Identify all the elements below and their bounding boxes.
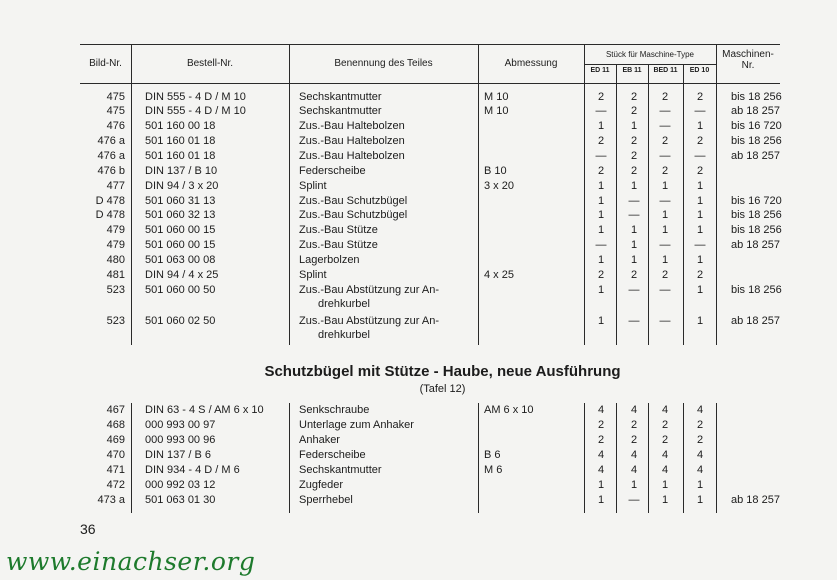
header-type-bed11: BED 11	[653, 67, 678, 74]
cell-bild: 475	[106, 105, 125, 117]
cell-qty-bed11: 1	[661, 224, 669, 236]
cell-abmessung: AM 6 x 10	[484, 404, 534, 416]
cell-qty-eb11: —	[628, 494, 640, 506]
cell-bestell: 501 060 02 50	[145, 315, 216, 327]
cell-bild: D 478	[95, 195, 125, 207]
cell-maschinen-nr: bis 18 256	[731, 135, 782, 147]
cell-qty-eb11: 1	[630, 254, 638, 266]
header-bild-nr: Bild-Nr.	[89, 58, 122, 69]
cell-qty-ed10: 1	[696, 479, 704, 491]
cell-qty-bed11: 1	[661, 180, 669, 192]
cell-bestell: 501 160 00 18	[145, 120, 216, 132]
cell-bild: 468	[106, 419, 125, 431]
cell-qty-ed10: 1	[696, 284, 704, 296]
cell-qty-eb11: —	[628, 195, 640, 207]
table-row	[0, 283, 837, 297]
cell-bild: 476 a	[97, 150, 125, 162]
table-row	[0, 90, 837, 104]
cell-bestell: DIN 934 - 4 D / M 6	[145, 464, 240, 476]
cell-qty-ed10: 4	[696, 404, 704, 416]
header-maschinen-nr: Maschinen- Nr.	[722, 49, 774, 71]
cell-bild: 472	[106, 479, 125, 491]
header-stueck: Stück für Maschine-Type	[605, 50, 695, 59]
cell-benennung: Zus.-Bau Stütze	[299, 224, 378, 236]
cell-qty-ed11: 1	[597, 315, 605, 327]
cell-bestell: 000 993 00 96	[145, 434, 216, 446]
cell-qty-bed11: 1	[661, 209, 669, 221]
cell-bild: 476	[106, 120, 125, 132]
cell-qty-eb11: 1	[630, 239, 638, 251]
cell-qty-ed11: 1	[597, 284, 605, 296]
cell-qty-ed11: 1	[597, 494, 605, 506]
cell-maschinen-nr: bis 16 720	[731, 195, 782, 207]
header-type-ed11: ED 11	[590, 67, 610, 74]
cell-bestell: 501 060 00 15	[145, 224, 216, 236]
cell-bild: 523	[106, 284, 125, 296]
cell-qty-ed10: 2	[696, 419, 704, 431]
cell-bestell: DIN 555 - 4 D / M 10	[145, 91, 246, 103]
cell-bestell: 501 063 01 30	[145, 494, 216, 506]
cell-bestell: DIN 137 / B 10	[145, 165, 218, 177]
cell-qty-ed10: —	[694, 239, 706, 251]
cell-benennung: Senkschraube	[299, 404, 370, 416]
cell-qty-ed11: 1	[597, 224, 605, 236]
table-row	[0, 149, 837, 163]
cell-benennung: Zus.-Bau Abstützung zur An-	[299, 284, 440, 296]
cell-qty-ed11: 1	[597, 120, 605, 132]
cell-qty-ed11: 2	[597, 269, 605, 281]
cell-qty-ed11: 4	[597, 449, 605, 461]
cell-abmessung: B 6	[484, 449, 501, 461]
cell-bild: 479	[106, 224, 125, 236]
cell-qty-ed11: —	[595, 150, 607, 162]
cell-benennung: Splint	[299, 269, 327, 281]
cell-bestell: 501 060 00 50	[145, 284, 216, 296]
cell-bestell: 501 160 01 18	[145, 150, 216, 162]
table-row	[0, 179, 837, 193]
header-type-ed10: ED 10	[689, 67, 710, 74]
cell-qty-eb11: —	[628, 315, 640, 327]
cell-qty-bed11: —	[659, 239, 671, 251]
cell-abmessung: M 6	[484, 464, 503, 476]
table-row-continuation	[0, 328, 837, 342]
table-row	[0, 238, 837, 252]
cell-qty-ed11: 2	[597, 135, 605, 147]
cell-qty-eb11: 4	[630, 404, 638, 416]
cell-benennung: Zugfeder	[299, 479, 344, 491]
cell-bestell: DIN 137 / B 6	[145, 449, 212, 461]
cell-qty-ed10: 4	[696, 449, 704, 461]
table-row	[0, 433, 837, 447]
table-row	[0, 194, 837, 208]
table-row	[0, 253, 837, 267]
table-top-rule	[80, 44, 780, 45]
cell-bild: 479	[106, 239, 125, 251]
cell-qty-ed11: 4	[597, 404, 605, 416]
cell-qty-ed10: 2	[696, 165, 704, 177]
cell-qty-ed11: 1	[597, 180, 605, 192]
cell-qty-bed11: 1	[661, 494, 669, 506]
cell-qty-ed11: 2	[597, 91, 605, 103]
cell-qty-eb11: 2	[630, 165, 638, 177]
cell-maschinen-nr: ab 18 257	[731, 150, 780, 162]
cell-qty-ed11: —	[595, 105, 607, 117]
cell-qty-ed10: 4	[696, 464, 704, 476]
cell-benennung: Federscheibe	[299, 165, 366, 177]
cell-qty-bed11: 2	[661, 165, 669, 177]
cell-qty-ed10: 2	[696, 434, 704, 446]
types-sub-rule	[584, 64, 716, 65]
cell-maschinen-nr: ab 18 257	[731, 315, 780, 327]
cell-qty-ed11: 2	[597, 165, 605, 177]
header-abmessung: Abmessung	[504, 58, 558, 69]
watermark: www.einachser.org	[6, 547, 256, 576]
cell-qty-ed10: 1	[696, 494, 704, 506]
cell-qty-eb11: 1	[630, 180, 638, 192]
cell-maschinen-nr: bis 18 256	[731, 284, 782, 296]
table-row	[0, 104, 837, 118]
cell-qty-eb11: 2	[630, 91, 638, 103]
cell-qty-bed11: 4	[661, 449, 669, 461]
cell-benennung: Federscheibe	[299, 449, 366, 461]
cell-bestell: DIN 63 - 4 S / AM 6 x 10	[145, 404, 264, 416]
cell-qty-bed11: 2	[661, 135, 669, 147]
table-row	[0, 418, 837, 432]
cell-bild: 473 a	[97, 494, 125, 506]
cell-benennung: Sechskantmutter	[299, 464, 382, 476]
cell-qty-eb11: 4	[630, 464, 638, 476]
cell-benennung: Zus.-Bau Schutzbügel	[299, 209, 408, 221]
table-row	[0, 268, 837, 282]
cell-qty-bed11: —	[659, 195, 671, 207]
cell-qty-ed10: 1	[696, 224, 704, 236]
cell-bild: 475	[106, 91, 125, 103]
cell-qty-ed10: 1	[696, 195, 704, 207]
cell-benennung: Zus.-Bau Haltebolzen	[299, 150, 405, 162]
cell-qty-eb11: —	[628, 209, 640, 221]
cell-qty-ed10: 1	[696, 120, 704, 132]
cell-qty-ed10: 1	[696, 180, 704, 192]
cell-qty-bed11: 2	[661, 434, 669, 446]
cell-qty-bed11: 4	[661, 404, 669, 416]
cell-bestell: 501 060 32 13	[145, 209, 216, 221]
cell-qty-eb11: 2	[630, 135, 638, 147]
cell-qty-bed11: 1	[661, 479, 669, 491]
cell-qty-ed11: —	[595, 239, 607, 251]
cell-bild: 480	[106, 254, 125, 266]
table-row	[0, 134, 837, 148]
table-row	[0, 478, 837, 492]
cell-qty-bed11: —	[659, 315, 671, 327]
cell-maschinen-nr: bis 16 720	[731, 120, 782, 132]
cell-bestell: DIN 94 / 3 x 20	[145, 180, 219, 192]
cell-bild: 467	[106, 404, 125, 416]
cell-bestell: 501 060 31 13	[145, 195, 216, 207]
table-row	[0, 164, 837, 178]
cell-bestell: 000 992 03 12	[145, 479, 216, 491]
section-subtitle: (Tafel 12)	[419, 383, 466, 395]
cell-bild: 476 a	[97, 135, 125, 147]
cell-benennung: Unterlage zum Anhaker	[299, 419, 414, 431]
cell-maschinen-nr: bis 18 256	[731, 209, 782, 221]
cell-qty-eb11: 2	[630, 150, 638, 162]
cell-qty-ed11: 1	[597, 254, 605, 266]
header-bestell-nr: Bestell-Nr.	[186, 58, 234, 69]
cell-benennung: Anhaker	[299, 434, 340, 446]
cell-benennung: Zus.-Bau Haltebolzen	[299, 120, 405, 132]
cell-qty-bed11: 4	[661, 464, 669, 476]
cell-qty-bed11: —	[659, 105, 671, 117]
cell-benennung: Zus.-Bau Stütze	[299, 239, 378, 251]
cell-benennung: Sechskantmutter	[299, 105, 382, 117]
table-row	[0, 493, 837, 507]
cell-qty-ed11: 1	[597, 195, 605, 207]
cell-qty-ed10: —	[694, 150, 706, 162]
cell-qty-eb11: 2	[630, 105, 638, 117]
cell-bestell: 501 160 01 18	[145, 135, 216, 147]
cell-maschinen-nr: ab 18 257	[731, 105, 780, 117]
cell-abmessung: M 10	[484, 91, 509, 103]
table-row	[0, 463, 837, 477]
cell-benennung: Zus.-Bau Schutzbügel	[299, 195, 408, 207]
cell-bestell: 000 993 00 97	[145, 419, 216, 431]
table-row	[0, 314, 837, 328]
cell-qty-ed10: —	[694, 105, 706, 117]
cell-bild: D 478	[95, 209, 125, 221]
cell-bestell: DIN 94 / 4 x 25	[145, 269, 219, 281]
table-row	[0, 403, 837, 417]
cell-benennung-cont: drehkurbel	[318, 329, 370, 341]
cell-maschinen-nr: bis 18 256	[731, 91, 782, 103]
cell-qty-ed10: 1	[696, 209, 704, 221]
cell-abmessung: B 10	[484, 165, 507, 177]
cell-bild: 481	[106, 269, 125, 281]
cell-qty-eb11: 1	[630, 120, 638, 132]
cell-qty-ed10: 1	[696, 315, 704, 327]
cell-bild: 523	[106, 315, 125, 327]
cell-benennung-cont: drehkurbel	[318, 298, 370, 310]
cell-qty-ed11: 1	[597, 209, 605, 221]
cell-qty-eb11: —	[628, 284, 640, 296]
cell-qty-bed11: —	[659, 284, 671, 296]
section-title: Schutzbügel mit Stütze - Haube, neue Ausführung	[264, 363, 621, 380]
table-row	[0, 119, 837, 133]
cell-benennung: Sperrhebel	[299, 494, 353, 506]
cell-benennung: Zus.-Bau Haltebolzen	[299, 135, 405, 147]
cell-abmessung: 3 x 20	[484, 180, 514, 192]
cell-qty-ed10: 1	[696, 254, 704, 266]
cell-bild: 471	[106, 464, 125, 476]
cell-qty-eb11: 2	[630, 434, 638, 446]
cell-qty-bed11: —	[659, 120, 671, 132]
cell-qty-bed11: 1	[661, 254, 669, 266]
cell-abmessung: M 10	[484, 105, 509, 117]
cell-benennung: Splint	[299, 180, 327, 192]
table-header-rule	[80, 83, 780, 84]
cell-qty-bed11: 2	[661, 269, 669, 281]
cell-qty-ed10: 2	[696, 135, 704, 147]
cell-bild: 469	[106, 434, 125, 446]
cell-qty-bed11: —	[659, 150, 671, 162]
cell-bestell: 501 063 00 08	[145, 254, 216, 266]
cell-bild: 470	[106, 449, 125, 461]
cell-qty-ed11: 1	[597, 479, 605, 491]
table-row	[0, 208, 837, 222]
page-number: 36	[80, 521, 96, 537]
cell-qty-bed11: 2	[661, 91, 669, 103]
cell-qty-eb11: 4	[630, 449, 638, 461]
cell-bestell: DIN 555 - 4 D / M 10	[145, 105, 246, 117]
cell-qty-eb11: 1	[630, 224, 638, 236]
cell-benennung: Lagerbolzen	[299, 254, 360, 266]
cell-qty-eb11: 2	[630, 269, 638, 281]
table-row	[0, 448, 837, 462]
cell-qty-ed11: 2	[597, 434, 605, 446]
cell-bild: 477	[106, 180, 125, 192]
cell-qty-ed10: 2	[696, 91, 704, 103]
cell-benennung: Zus.-Bau Abstützung zur An-	[299, 315, 440, 327]
table-row-continuation	[0, 297, 837, 311]
cell-qty-ed10: 2	[696, 269, 704, 281]
cell-bild: 476 b	[97, 165, 125, 177]
cell-benennung: Sechskantmutter	[299, 91, 382, 103]
cell-maschinen-nr: ab 18 257	[731, 239, 780, 251]
cell-qty-ed11: 2	[597, 419, 605, 431]
cell-qty-eb11: 2	[630, 419, 638, 431]
cell-bestell: 501 060 00 15	[145, 239, 216, 251]
header-benennung: Benennung des Teiles	[334, 58, 433, 69]
table-row	[0, 223, 837, 237]
cell-qty-bed11: 2	[661, 419, 669, 431]
cell-abmessung: 4 x 25	[484, 269, 514, 281]
cell-qty-ed11: 4	[597, 464, 605, 476]
cell-maschinen-nr: bis 18 256	[731, 224, 782, 236]
header-type-eb11: EB 11	[622, 67, 642, 74]
cell-maschinen-nr: ab 18 257	[731, 494, 780, 506]
cell-qty-eb11: 1	[630, 479, 638, 491]
